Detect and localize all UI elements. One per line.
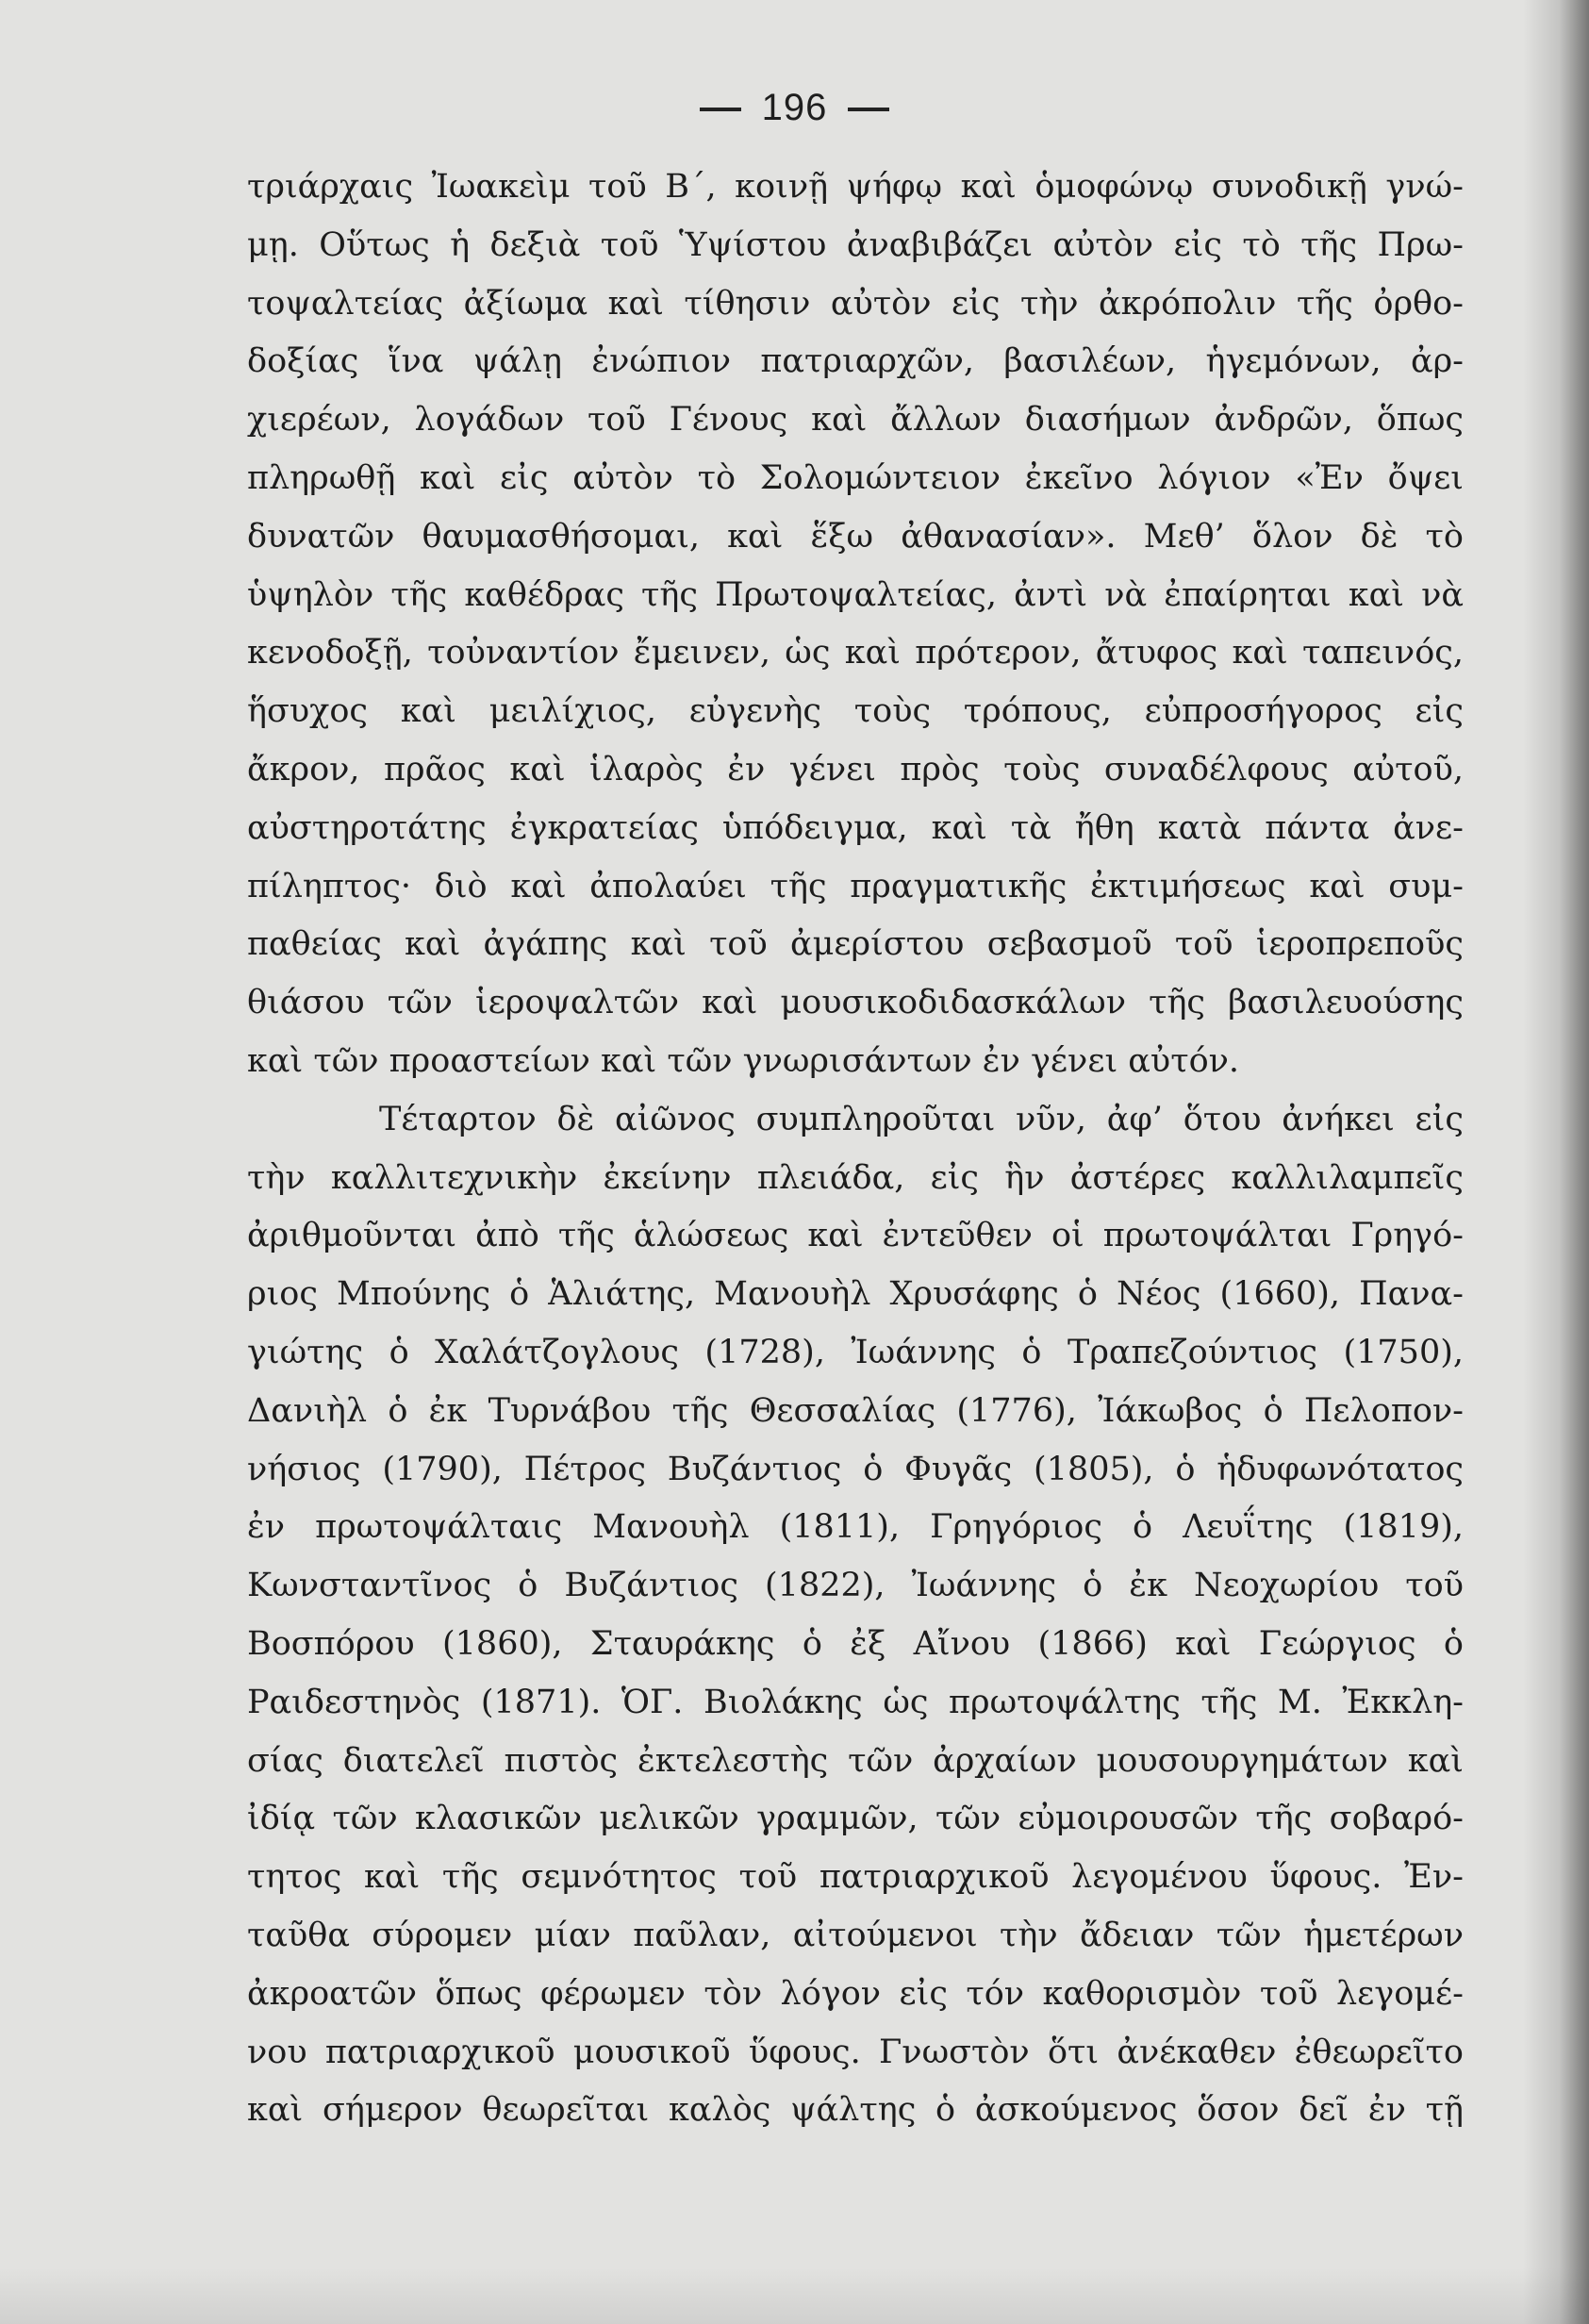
body-text — [247, 158, 1464, 2140]
paragraph-end-line: καὶ τῶν προαστείων καὶ τῶν γνωρισάντων ἐν γένει αὐτόν. — [247, 1041, 1240, 1080]
page-number-dash-right — [848, 108, 889, 111]
page-number-value: 196 — [761, 87, 828, 128]
text-line: νήσιος (1790), Πέτρος Βυζάντιος ὁ Φυγᾶς (1805), ὁ ἡδυφωνότατος — [247, 1450, 1464, 1488]
text-line: ἄκρον, πρᾶος καὶ ἱλαρὸς ἐν γένει πρὸς τοὺς συναδέλφους αὐτοῦ, — [247, 750, 1464, 788]
text-line: ριος Μπούνης ὁ Ἁλιάτης, Μανουὴλ Χρυσάφης ὁ Νέος (1660), Πανα- — [247, 1275, 1464, 1314]
text-line: πληρωθῇ καὶ εἰς αὐτὸν τὸ Σολομώντειον ἐκεῖνο λόγιον «Ἐν ὄψει — [247, 458, 1464, 497]
page-number-dash-left — [700, 108, 741, 111]
text-line: πίληπτος· διὸ καὶ ἀπολαύει τῆς πραγματικῆς ἐκτιμήσεως καὶ συμ- — [247, 867, 1464, 905]
text-line: νου πατριαρχικοῦ μουσικοῦ ὕφους. Γνωστὸν ὅτι ἀνέκαθεν ἐθεωρεῖτο — [247, 2033, 1464, 2071]
text-line: μῃ. Οὕτως ἡ δεξιὰ τοῦ Ὑψίστου ἀναβιβάζει αὐτὸν εἰς τὸ τῆς Πρω- — [247, 225, 1464, 264]
text-line: δυνατῶν θαυμασθήσομαι, καὶ ἕξω ἀθανασίαν». Μεθ’ ὅλον δὲ τὸ — [247, 517, 1464, 556]
text-line: σίας διατελεῖ πιστὸς ἐκτελεστὴς τῶν ἀρχαίων μουσουργημάτων καὶ — [247, 1741, 1464, 1780]
text-line: αὐστηροτάτης ἐγκρατείας ὑπόδειγμα, καὶ τὰ ἤθη κατὰ πάντα ἀνε- — [247, 808, 1464, 847]
text-line: ἥσυχος καὶ μειλίχιος, εὐγενὴς τοὺς τρόπους, εὐπροσήγορος εἰς — [247, 692, 1464, 731]
text-line: Βοσπόρου (1860), Σταυράκης ὁ ἐξ Αἴνου (1866) καὶ Γεώργιος ὁ — [247, 1624, 1464, 1663]
text-line: Δανιὴλ ὁ ἐκ Τυρνάβου τῆς Θεσσαλίας (1776), Ἰάκωβος ὁ Πελοπον- — [247, 1391, 1464, 1430]
scan-edge-shadow — [1523, 0, 1589, 2324]
text-line: γιώτης ὁ Χαλάτζογλους (1728), Ἰωάννης ὁ Τραπεζούντιος (1750), — [247, 1333, 1464, 1371]
text-line: ἀκροατῶν ὅπως φέρωμεν τὸν λόγον εἰς τόν καθορισμὸν τοῦ λεγομέ- — [247, 1974, 1464, 2013]
text-line: θιάσου τῶν ἱεροψαλτῶν καὶ μουσικοδιδασκάλων τῆς βασιλευούσης — [247, 984, 1464, 1022]
text-line: δοξίας ἵνα ψάλῃ ἐνώπιον πατριαρχῶν, βασιλέων, ἡγεμόνων, ἀρ- — [247, 342, 1464, 381]
scan-bottom-shadow — [0, 2267, 1589, 2324]
text-line: Ραιδεστηνὸς (1871). ὉΓ. Βιολάκης ὡς πρωτοψάλτης τῆς Μ. Ἐκκλη- — [247, 1683, 1464, 1721]
text-line: τητος καὶ τῆς σεμνότητος τοῦ πατριαρχικοῦ λεγομένου ὕφους. Ἐν- — [247, 1858, 1464, 1897]
text-line: τοψαλτείας ἀξίωμα καὶ τίθησιν αὐτὸν εἰς τὴν ἀκρόπολιν τῆς ὀρθο- — [247, 284, 1464, 323]
text-line: ἰδίᾳ τῶν κλασικῶν μελικῶν γραμμῶν, τῶν εὐμοιρουσῶν τῆς σοβαρό- — [247, 1800, 1464, 1838]
paragraph-start-line: Τέταρτον δὲ αἰῶνος συμπληροῦται νῦν, ἀφ’ ὅτου ἀνήκει εἰς — [379, 1100, 1464, 1138]
text-line: τριάρχαις Ἰωακεὶμ τοῦ Β΄, κοινῇ ψήφῳ καὶ ὁμοφώνῳ συνοδικῇ γνώ- — [247, 168, 1464, 206]
text-line: κενοδοξῇ, τοὐναντίον ἔμεινεν, ὡς καὶ πρότερον, ἄτυφος καὶ ταπεινός, — [247, 634, 1464, 672]
page-number — [0, 87, 1589, 129]
text-line: καὶ σήμερον θεωρεῖται καλὸς ψάλτης ὁ ἀσκούμενος ὅσον δεῖ ἐν τῇ — [247, 2091, 1464, 2130]
text-line: ὑψηλὸν τῆς καθέδρας τῆς Πρωτοψαλτείας, ἀντὶ νὰ ἐπαίρηται καὶ νὰ — [247, 575, 1464, 614]
text-line: τὴν καλλιτεχνικὴν ἐκείνην πλειάδα, εἰς ἣν ἀστέρες καλλιλαμπεῖς — [247, 1158, 1464, 1197]
text-line: χιερέων, λογάδων τοῦ Γένους καὶ ἄλλων διασήμων ἀνδρῶν, ὅπως — [247, 401, 1464, 440]
text-line: παθείας καὶ ἀγάπης καὶ τοῦ ἀμερίστου σεβασμοῦ τοῦ ἱεροπρεποῦς — [247, 925, 1464, 964]
text-line: ἐν πρωτοψάλταις Μανουὴλ (1811), Γρηγόριος ὁ Λευΐτης (1819), — [247, 1508, 1464, 1547]
text-line: ταῦθα σύρομεν μίαν παῦλαν, αἰτούμενοι τὴν ἄδειαν τῶν ἡμετέρων — [247, 1916, 1464, 1954]
text-line: ἀριθμοῦνται ἀπὸ τῆς ἁλώσεως καὶ ἐντεῦθεν οἱ πρωτοψάλται Γρηγό- — [247, 1217, 1464, 1255]
text-line: Κωνσταντῖνος ὁ Βυζάντιος (1822), Ἰωάννης ὁ ἐκ Νεοχωρίου τοῦ — [247, 1567, 1464, 1605]
